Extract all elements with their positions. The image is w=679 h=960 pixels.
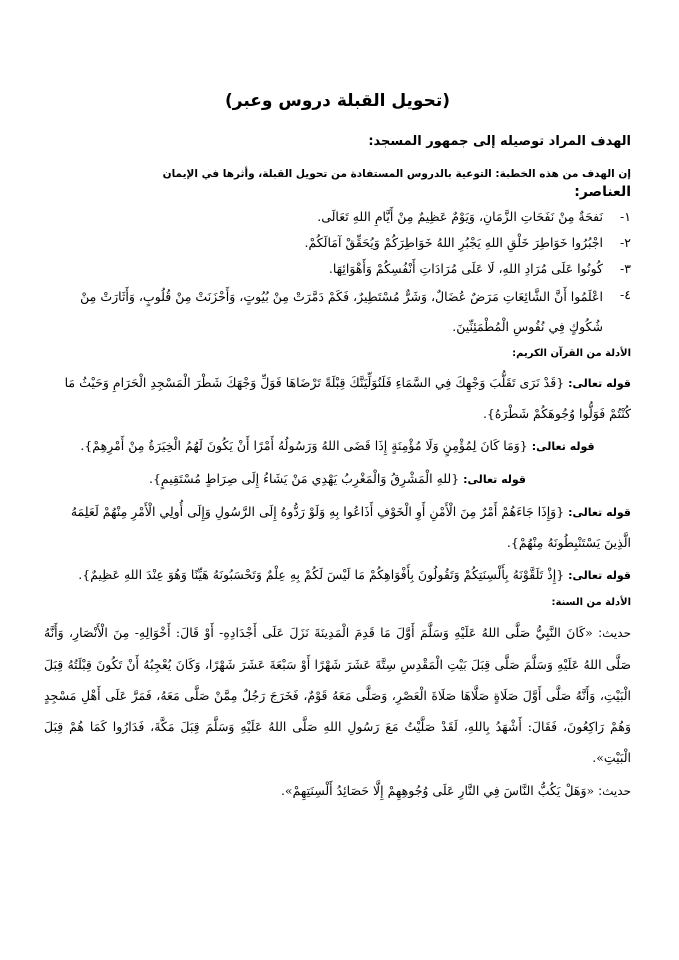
quran-evidence-heading: الأدلة من القرآن الكريم: — [512, 348, 631, 359]
quran-verse — [44, 464, 631, 495]
hadith-body: «كَانَ النَّبِيُّ صَلَّى اللهُ عَلَيْهِ وَسَلَّمَ أَوَّلَ مَا قَدِمَ الْمَدِينَةَ نَزَلَ عَلَى أَجْدَادِهِ- أَوْ قَالَ: أَخْوَالِهِ- مِنَ الْأَنْصَارِ، وَأَنَّهُ صَلَّى اللهُ عَلَيْهِ وَسَلَّمَ صَلَّى قِبَلَ بَيْتِ الْمَقْدِسِ سِتَّةَ عَشَرَ شَهْرًا أَوْ سَبْعَةَ عَشَرَ شَهْرًا، وَكَانَ يُعْجِبُهُ أَنْ تَكُونَ قِبْلَتُهُ قِبَلَ الْبَيْتِ، وَأَنَّهُ صَلَّى أَوَّلَ صَلَاةٍ صَلَّاهَا صَلَاةَ الْعَصْرِ، وَصَلَّى مَعَهُ قَوْمٌ، فَخَرَجَ رَجُلٌ مِمَّنْ صَلَّى مَعَهُ، فَمَرَّ عَلَى أَهْلِ مَسْجِدٍ وَهُمْ رَاكِعُونَ، فَقَالَ: أَشْهَدُ بِاللهِ، لَقَدْ صَلَّيْتُ مَعَ رَسُولِ اللهِ صَلَّى اللهُ عَلَيْهِ وَسَلَّمَ قِبَلَ مَكَّةَ، فَدَارُوا كَمَا هُمْ قِبَلَ الْبَيْتِ». — [44, 625, 631, 765]
list-item — [44, 230, 631, 256]
verse-lead: قوله تعالى: — [568, 569, 631, 582]
quran-verse — [44, 431, 631, 462]
list-item-number: ٢- — [620, 235, 631, 250]
elements-heading: العناصر: — [574, 184, 631, 200]
hadith-text — [44, 775, 631, 807]
list-item-number: ٣- — [620, 261, 631, 276]
goal-heading: الهدف المراد توصيله إلى جمهور المسجد: — [368, 134, 631, 149]
quran-verse — [44, 368, 631, 429]
purpose-statement: إن الهدف من هذه الخطبة: التوعية بالدروس المستفادة من تحويل القبلة، وأثرها في الإيمان — [162, 168, 631, 180]
elements-list — [44, 204, 631, 342]
verse-text: {للهِ الْمَشْرِقُ وَالْمَغْرِبُ يَهْدِي مَنْ يَشَاءُ إِلَى صِرَاطٍ مُسْتَقِيمٍ}. — [148, 471, 464, 486]
quran-verse — [44, 560, 631, 591]
list-item-text: نَفحَةٌ مِنْ نَفَحَاتِ الزَّمَانِ، وَيَوْمٌ عَظِيمٌ مِنْ أَيَّامِ اللهِ تَعَالَى. — [317, 209, 603, 224]
hadith-body: «وَهَلْ يَكُبُّ النَّاسَ فِي النَّارِ عَلَى وُجُوهِهِمْ إِلَّا حَصَائِدُ أَلْسِنَتِهِمْ». — [280, 783, 599, 798]
list-item-text: اجْبُرُوا خَوَاطِرَ خَلْقِ اللهِ يَجْبُرِ اللهُ خَوَاطِرَكُمْ وَيُحَقِّقْ آمَالَكُمْ. — [304, 235, 603, 250]
list-item-number: ١- — [620, 209, 631, 224]
sunnah-evidence-heading: الأدلة من السنة: — [551, 597, 631, 608]
verse-text: {وَمَا كَانَ لِمُؤْمِنٍ وَلَا مُؤْمِنَةٍ إِذَا قَضَى اللهُ وَرَسُولُهُ أَمْرًا أَنْ يَكُونَ لَهُمُ الْخِيَرَةُ مِنْ أَمْرِهِمْ}. — [80, 438, 532, 453]
verse-lead: قوله تعالى: — [463, 473, 527, 486]
list-item-number: ٤- — [620, 287, 631, 302]
hadith-lead: حديث: — [598, 626, 631, 640]
verse-lead: قوله تعالى: — [531, 440, 595, 453]
quran-verse — [44, 497, 631, 558]
hadith-text — [44, 617, 631, 773]
list-item-text: اعْلَمُوا أَنَّ الشَّائِعَاتِ مَرَضٌ عُضَالٌ، وَشَرٌّ مُسْتَطِيرٌ، فَكَمْ دَمَّرَتْ مِنْ بُيُوتٍ، وَأَحْزَنَتْ مِنْ قُلُوبٍ، وَأَثَارَتْ مِنْ شُكُوكٍ فِي نُفُوسِ الْمُطْمَئِنِّينَ. — [80, 289, 603, 334]
verse-text: {وَإِذَا جَاءَهُمْ أَمْرٌ مِنَ الْأَمْنِ أَوِ الْخَوْفِ أَذَاعُوا بِهِ وَلَوْ رَدُّوهُ إِلَى الرَّسُولِ وَإِلَى أُولِي الْأَمْرِ مِنْهُمْ لَعَلِمَهُ الَّذِينَ يَسْتَنْبِطُونَهُ مِنْهُمْ}. — [70, 504, 631, 550]
verse-text: {إِذْ تَلَقَّوْنَهُ بِأَلْسِنَتِكُمْ وَتَقُولُونَ بِأَفْوَاهِكُمْ مَا لَيْسَ لَكُمْ بِهِ عِلْمٌ وَتَحْسَبُونَهُ هَيِّنًا وَهُوَ عِنْدَ اللهِ عَظِيمٌ}. — [78, 567, 569, 582]
list-item — [44, 282, 631, 342]
list-item — [44, 256, 631, 282]
hadith-lead: حديث: — [598, 784, 631, 798]
page-title: (تحويل القبلة دروس وعبر) — [224, 91, 450, 111]
verse-lead: قوله تعالى: — [568, 377, 631, 390]
list-item — [44, 204, 631, 230]
verse-lead: قوله تعالى: — [568, 506, 631, 519]
verse-text: {قَدْ نَرَى تَقَلُّبَ وَجْهِكَ فِي السَّمَاءِ فَلَنُوَلِّيَنَّكَ قِبْلَةً تَرْضَاهَا فَوَلِّ وَجْهَكَ شَطْرَ الْمَسْجِدِ الْحَرَامِ وَحَيْثُ مَا كُنْتُمْ فَوَلُّوا وُجُوهَكُمْ شَطْرَهُ}. — [64, 375, 631, 421]
list-item-text: كُونُوا عَلَى مُرَادِ اللهِ، لَا عَلَى مُرَادَاتِ أَنْفُسِكُمْ وَأَهْوَائِهَا. — [328, 261, 603, 276]
